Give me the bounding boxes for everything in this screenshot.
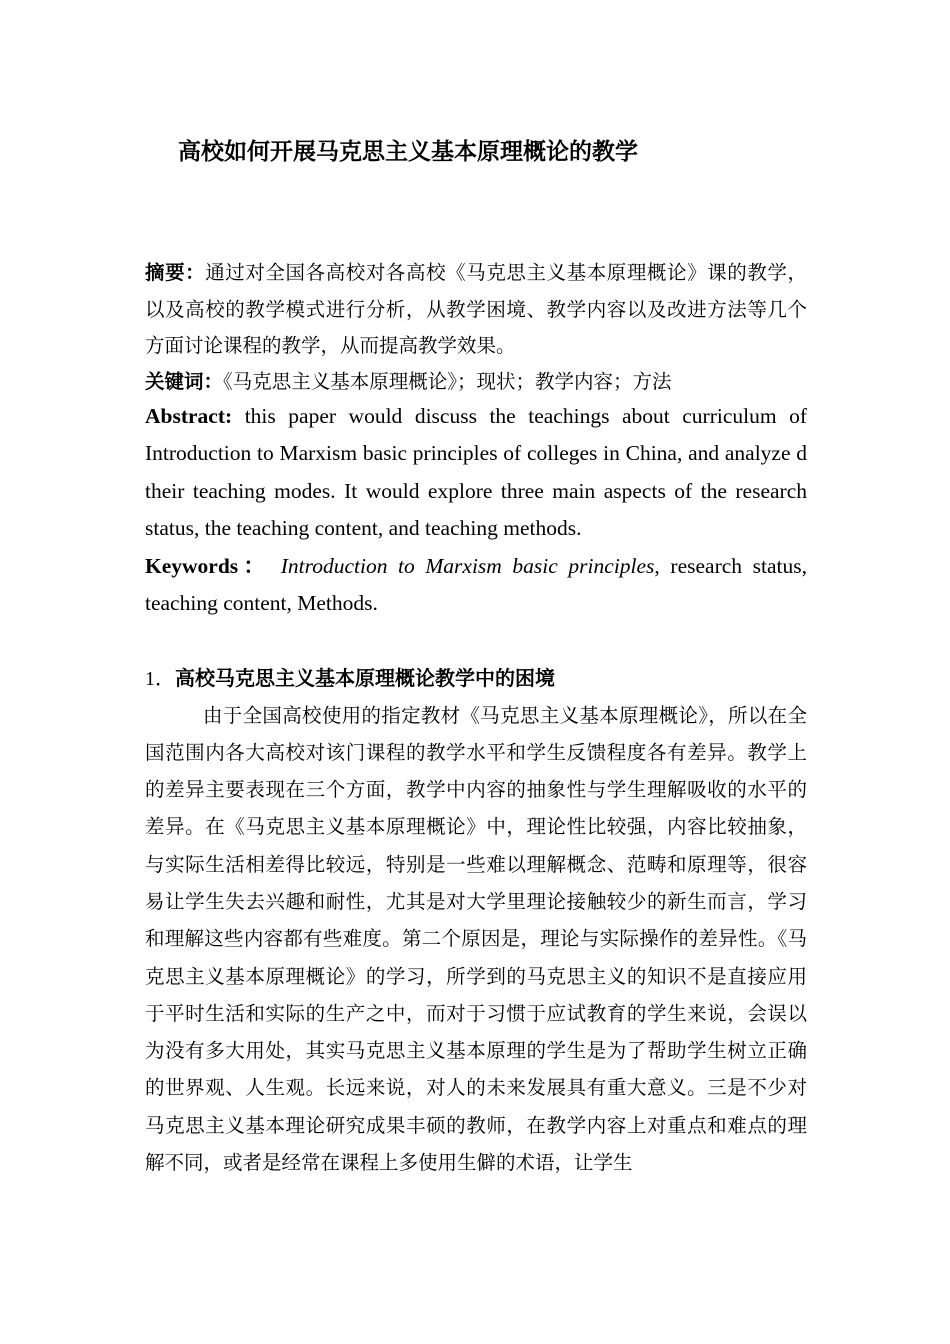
abstract-en [145, 398, 807, 548]
keywords-cn-label: 关键词： [145, 369, 224, 393]
abstract-en-label: Abstract: [145, 403, 233, 428]
section-1-number: 1． [145, 667, 175, 690]
document-body [145, 255, 807, 1181]
section-1-title: 高校马克思主义基本原理概论教学中的困境 [175, 665, 555, 690]
keywords-en-label: Keywords： [145, 553, 271, 578]
abstract-cn-label: 摘要： [145, 261, 206, 284]
document-title: 高校如何开展马克思主义基本原理概论的教学 [178, 139, 638, 165]
abstract-cn [145, 255, 807, 365]
keywords-en-text: , research status, teaching content, Methods. [145, 553, 807, 615]
abstract-en-text: this paper would discuss the teachings about curriculum of Introduction to Marxism basic principles of colleges in China, and analyze d their teaching modes. It would explore three main aspects of the research status, the teaching content, and teaching methods. [145, 403, 807, 540]
keywords-en-italic: Introduction to Marxism basic principles [270, 553, 655, 578]
keywords-cn-text: 《马克思主义基本原理概论》；现状；教学内容；方法 [223, 369, 672, 393]
section-1-paragraph: 由于全国高校使用的指定教材《马克思主义基本原理概论》，所以在全国范围内各大高校对该门课程的教学水平和学生反馈程度各有差异。教学上的差异主要表现在三个方面，教学中内容的抽象性与学生理解吸收的水平的差异。在《马克思主义基本原理概论》中，理论性比较强，内容比较抽象，与实际生活相差得比较远，特别是一些难以理解概念、范畴和原理等，很容易让学生失去兴趣和耐性，尤其是对大学里理论接触较少的新生而言，学习和理解这些内容都有些难度。第二个原因是，理论与实际操作的差异性。《马克思主义基本原理概论》的学习，所学到的马克思主义的知识不是直接应用于平时生活和实际的生产之中，而对于习惯于应试教育的学生来说，会误以为没有多大用处，其实马克思主义基本原理的学生是为了帮助学生树立正确的世界观、人生观。长远来说，对人的未来发展具有重大意义。三是不少对马克思主义基本理论研究成果丰硕的教师，在教学内容上对重点和难点的理解不同，或者是经常在课程上多使用生僻的术语，让学生 [145, 703, 807, 1175]
keywords-en [145, 548, 807, 623]
abstract-cn-text: 通过对全国各高校对各高校《马克思主义基本原理概论》课的教学，以及高校的教学模式进行分析，从教学困境、教学内容以及改进方法等几个方面讨论课程的教学，从而提高教学效果。 [145, 261, 807, 357]
section-1-heading [145, 660, 807, 697]
keywords-cn [145, 365, 807, 398]
